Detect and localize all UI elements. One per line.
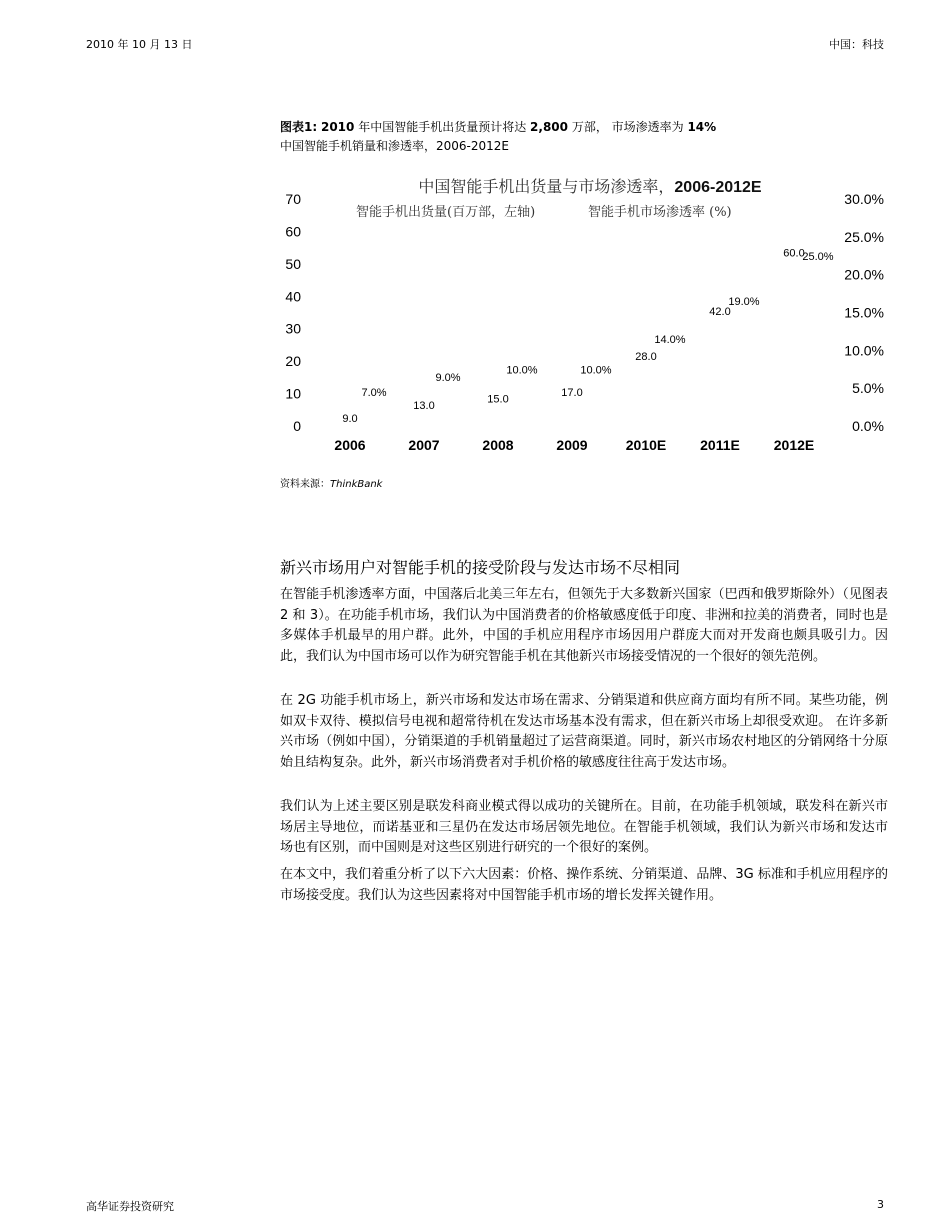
left-axis-tick: 30 xyxy=(285,320,301,337)
paragraph-2: 在 2G 功能手机市场上，新兴市场和发达市场在需求、分销渠道和供应商方面均有所不同。某些功能，例如双卡双待、模拟信号电视和超常待机在发达市场基本没有需求，但在新兴市场上却很受欢迎。 在许多新兴市场（例如中国），分销渠道的手机销量超过了运营商渠道。同时，新兴市场农村地区的分销网络十分原始且结构复杂。此外，新兴市场消费者对手机价格的敏感度往往高于发达市场。 xyxy=(280,693,888,770)
penetration-label: 19.0% xyxy=(728,296,760,309)
report-category: 中国：科技 xyxy=(829,38,884,51)
figure-title-text-1: 年中国智能手机出货量预计将达 xyxy=(354,120,531,134)
left-axis-tick: 20 xyxy=(285,353,301,370)
shipment-label: 60.0 xyxy=(783,247,805,260)
footer-publisher: 高华证券投资研究 xyxy=(86,1200,174,1213)
right-axis-tick: 15.0% xyxy=(844,304,884,321)
shipments-penetration-chart xyxy=(270,168,910,468)
penetration-label: 7.0% xyxy=(361,387,387,400)
x-tick-label: 2008 xyxy=(482,437,514,453)
penetration-label: 9.0% xyxy=(435,371,461,384)
legend-penetration: 智能手机市场渗透率 (%) xyxy=(588,205,732,220)
penetration-label: 14.0% xyxy=(654,334,686,347)
left-axis-tick: 10 xyxy=(285,385,301,402)
left-axis-tick: 0 xyxy=(293,418,301,434)
shipment-label: 28.0 xyxy=(635,351,657,364)
figure-title-penetration: 14% xyxy=(687,120,717,134)
shipment-label: 42.0 xyxy=(709,305,731,318)
shipment-data-labels xyxy=(342,247,804,424)
shipment-label: 13.0 xyxy=(413,399,435,412)
right-axis-tick: 20.0% xyxy=(844,266,884,283)
left-axis-tick: 50 xyxy=(285,255,301,272)
right-axis-tick: 5.0% xyxy=(852,380,884,397)
left-axis-tick: 40 xyxy=(285,288,301,305)
right-axis-tick: 30.0% xyxy=(844,191,884,207)
penetration-label: 10.0% xyxy=(506,364,538,377)
page-number: 3 xyxy=(877,1198,884,1211)
x-tick-label: 2011E xyxy=(700,437,740,453)
x-tick-label: 2006 xyxy=(334,437,366,453)
left-axis-tick: 70 xyxy=(285,191,301,207)
right-axis xyxy=(844,191,884,434)
x-axis xyxy=(334,437,814,453)
right-axis-tick: 25.0% xyxy=(844,228,884,245)
right-axis-tick: 10.0% xyxy=(844,342,884,359)
report-date: 2010 年 10 月 13 日 xyxy=(86,38,193,51)
x-tick-label: 2010E xyxy=(625,437,667,453)
x-tick-label: 2007 xyxy=(408,437,440,453)
left-axis-tick: 60 xyxy=(285,223,301,240)
shipment-label: 9.0 xyxy=(342,412,358,425)
left-axis xyxy=(285,191,301,434)
penetration-label: 10.0% xyxy=(580,364,612,377)
source-label: 资料来源： xyxy=(280,479,330,490)
chart-title: 中国智能手机出货量与市场渗透率，2006-2012E xyxy=(418,177,762,196)
figure-title-shipments: 2,800 xyxy=(530,120,568,134)
x-tick-label: 2012E xyxy=(773,437,815,453)
right-axis-tick: 0.0% xyxy=(852,418,884,434)
paragraph-3: 我们认为上述主要区别是联发科商业模式得以成功的关键所在。目前，在功能手机领域，联发科在新兴市场居主导地位，而诺基亚和三星仍在发达市场居领先地位。在智能手机领域，我们认为新兴市场和发达市场也有区别，而中国则是对这些区别进行研究的一个很好的案例。 xyxy=(280,799,888,855)
figure-title xyxy=(280,118,716,135)
paragraph-4: 在本文中，我们着重分析了以下六大因素：价格、操作系统、分销渠道、品牌、3G 标准和手机应用程序的市场接受度。我们认为这些因素将对中国智能手机市场的增长发挥关键作用。 xyxy=(280,867,888,903)
section-heading: 新兴市场用户对智能手机的接受阶段与发达市场不尽相同 xyxy=(280,558,681,577)
figure-label: 图表1: xyxy=(280,120,318,134)
figure-title-text-2: 万部， 市场渗透率为 xyxy=(568,120,688,134)
x-tick-label: 2009 xyxy=(556,437,588,453)
shipment-label: 17.0 xyxy=(561,386,583,399)
penetration-label: 25.0% xyxy=(802,250,834,263)
shipment-label: 15.0 xyxy=(487,393,509,406)
source-name: ThinkBank xyxy=(330,479,383,490)
figure-subtitle: 中国智能手机销量和渗透率，2006-2012E xyxy=(280,139,509,153)
penetration-data-labels xyxy=(361,251,833,399)
figure-source xyxy=(280,475,382,490)
figure-title-year: 2010 xyxy=(320,120,355,134)
legend-shipments: 智能手机出货量(百万部，左轴) xyxy=(356,205,536,220)
paragraph-1: 在智能手机渗透率方面，中国落后北美三年左右，但领先于大多数新兴国家（巴西和俄罗斯除外）（见图表 2 和 3）。在功能手机市场，我们认为中国消费者的价格敏感度低于印度、非洲和拉美的消费者，同时也是多媒体手机最早的用户群。此外，中国的手机应用程序市场因用户群庞大而对开发商也颇具吸引力。因此，我们认为中国市场可以作为研究智能手机在其他新兴市场接受情况的一个很好的领先范例。 xyxy=(280,587,888,664)
